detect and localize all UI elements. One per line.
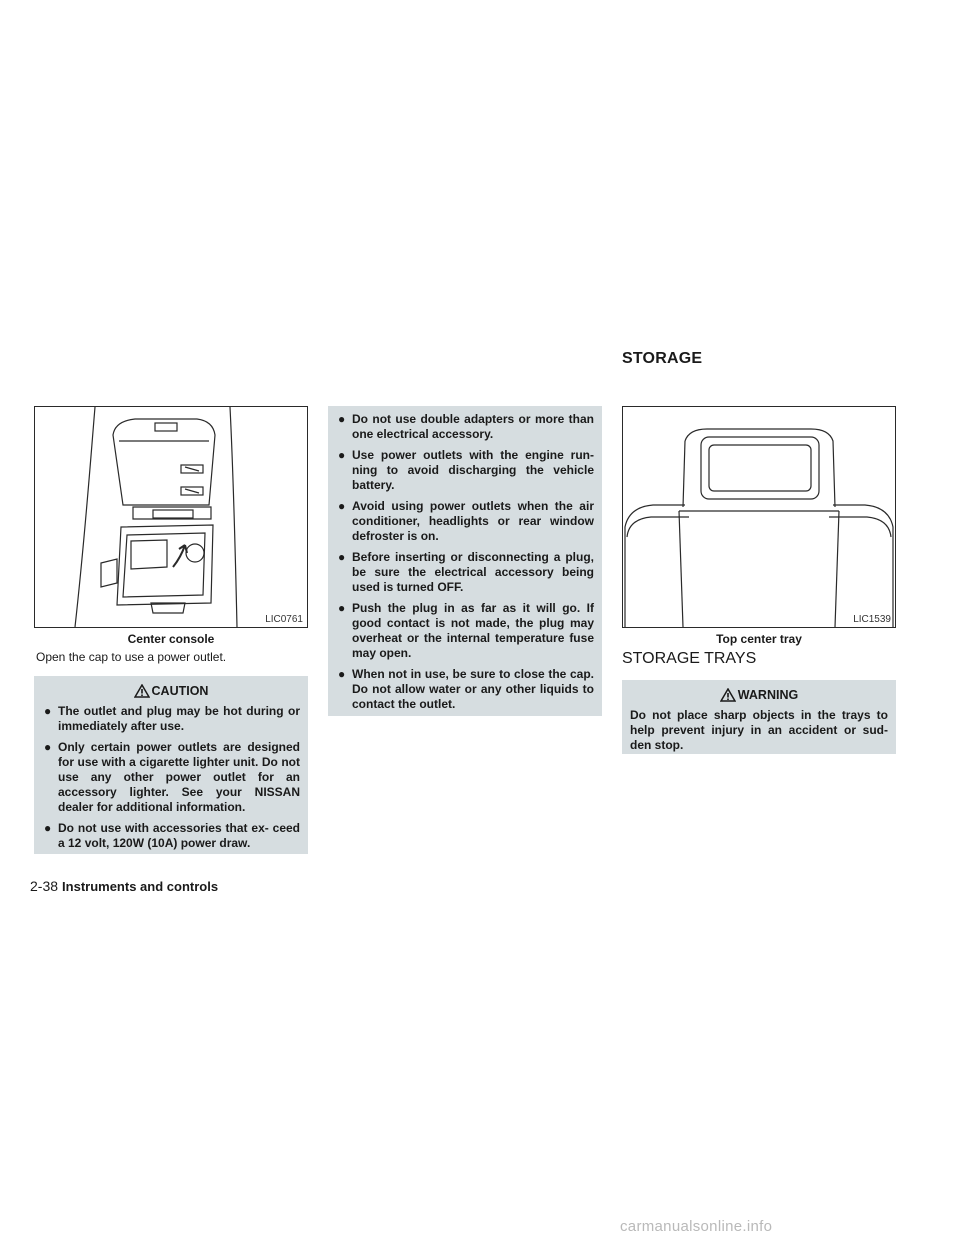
section-title: STORAGE [622, 350, 703, 367]
list-item: ● Do not use double adapters or more than one electrical accessory. [338, 412, 594, 441]
chapter-title: Instruments and controls [62, 879, 219, 894]
warning-triangle-icon [720, 688, 736, 702]
warning-box [622, 680, 896, 754]
figure-caption-center-console: Center console [127, 632, 215, 646]
intro-text: Open the cap to use a power outlet. [36, 650, 227, 664]
bullet-icon: ● [338, 412, 346, 426]
caution-box-continued [328, 406, 602, 716]
warning-triangle-icon [134, 684, 150, 698]
bullet-icon: ● [44, 740, 52, 754]
storage-trays-heading: STORAGE TRAYS [622, 650, 757, 667]
figure-code: LIC1539 [853, 614, 891, 625]
bullet-icon: ● [44, 704, 52, 718]
page-footer [30, 878, 218, 894]
list-item: ● Only certain power outlets are designed for use with a cigarette lighter unit. Do not use any other power outlet for an accessory lighter. See your NISSAN dealer for additional information. [44, 740, 300, 814]
top-tray-figure [622, 406, 896, 628]
center-console-figure [34, 406, 308, 628]
list-item: ● When not in use, be sure to close the cap. Do not allow water or any other liquids to contact the outlet. [338, 667, 594, 711]
top-tray-illustration [623, 407, 895, 627]
caution-box [34, 676, 308, 854]
list-item: ● Before inserting or disconnecting a plug, be sure the electrical accessory being used is turned OFF. [338, 550, 594, 594]
figure-caption-top-tray: Top center tray [716, 632, 802, 646]
warning-header [630, 688, 888, 702]
center-console-illustration [35, 407, 307, 627]
list-item: ● Avoid using power outlets when the air conditioner, headlights or rear window defroster is on. [338, 499, 594, 543]
bullet-icon: ● [338, 550, 346, 564]
list-item: ● Do not use with accessories that ex- ceed a 12 volt, 120W (10A) power draw. [44, 821, 300, 850]
list-item: ● Push the plug in as far as it will go. If good contact is not made, the plug may overheat or the internal temperature fuse may open. [338, 601, 594, 660]
list-item: ● The outlet and plug may be hot during or immediately after use. [44, 704, 300, 733]
bullet-icon: ● [338, 667, 346, 681]
figure-code: LIC0761 [265, 614, 303, 625]
page-number: 2-38 [30, 878, 59, 894]
caution-label: CAUTION [151, 684, 209, 698]
bullet-icon: ● [338, 448, 346, 462]
bullet-icon: ● [338, 601, 346, 615]
warning-label: WARNING [737, 688, 799, 702]
caution-header [42, 684, 300, 698]
warning-text: Do not place sharp objects in the trays to help prevent injury in an accident or sud- den stop. [630, 708, 888, 752]
bullet-icon: ● [44, 821, 52, 835]
watermark: carmanualsonline.info [620, 1218, 773, 1235]
list-item: ● Use power outlets with the engine run- ning to avoid discharging the vehicle battery. [338, 448, 594, 492]
bullet-icon: ● [338, 499, 346, 513]
